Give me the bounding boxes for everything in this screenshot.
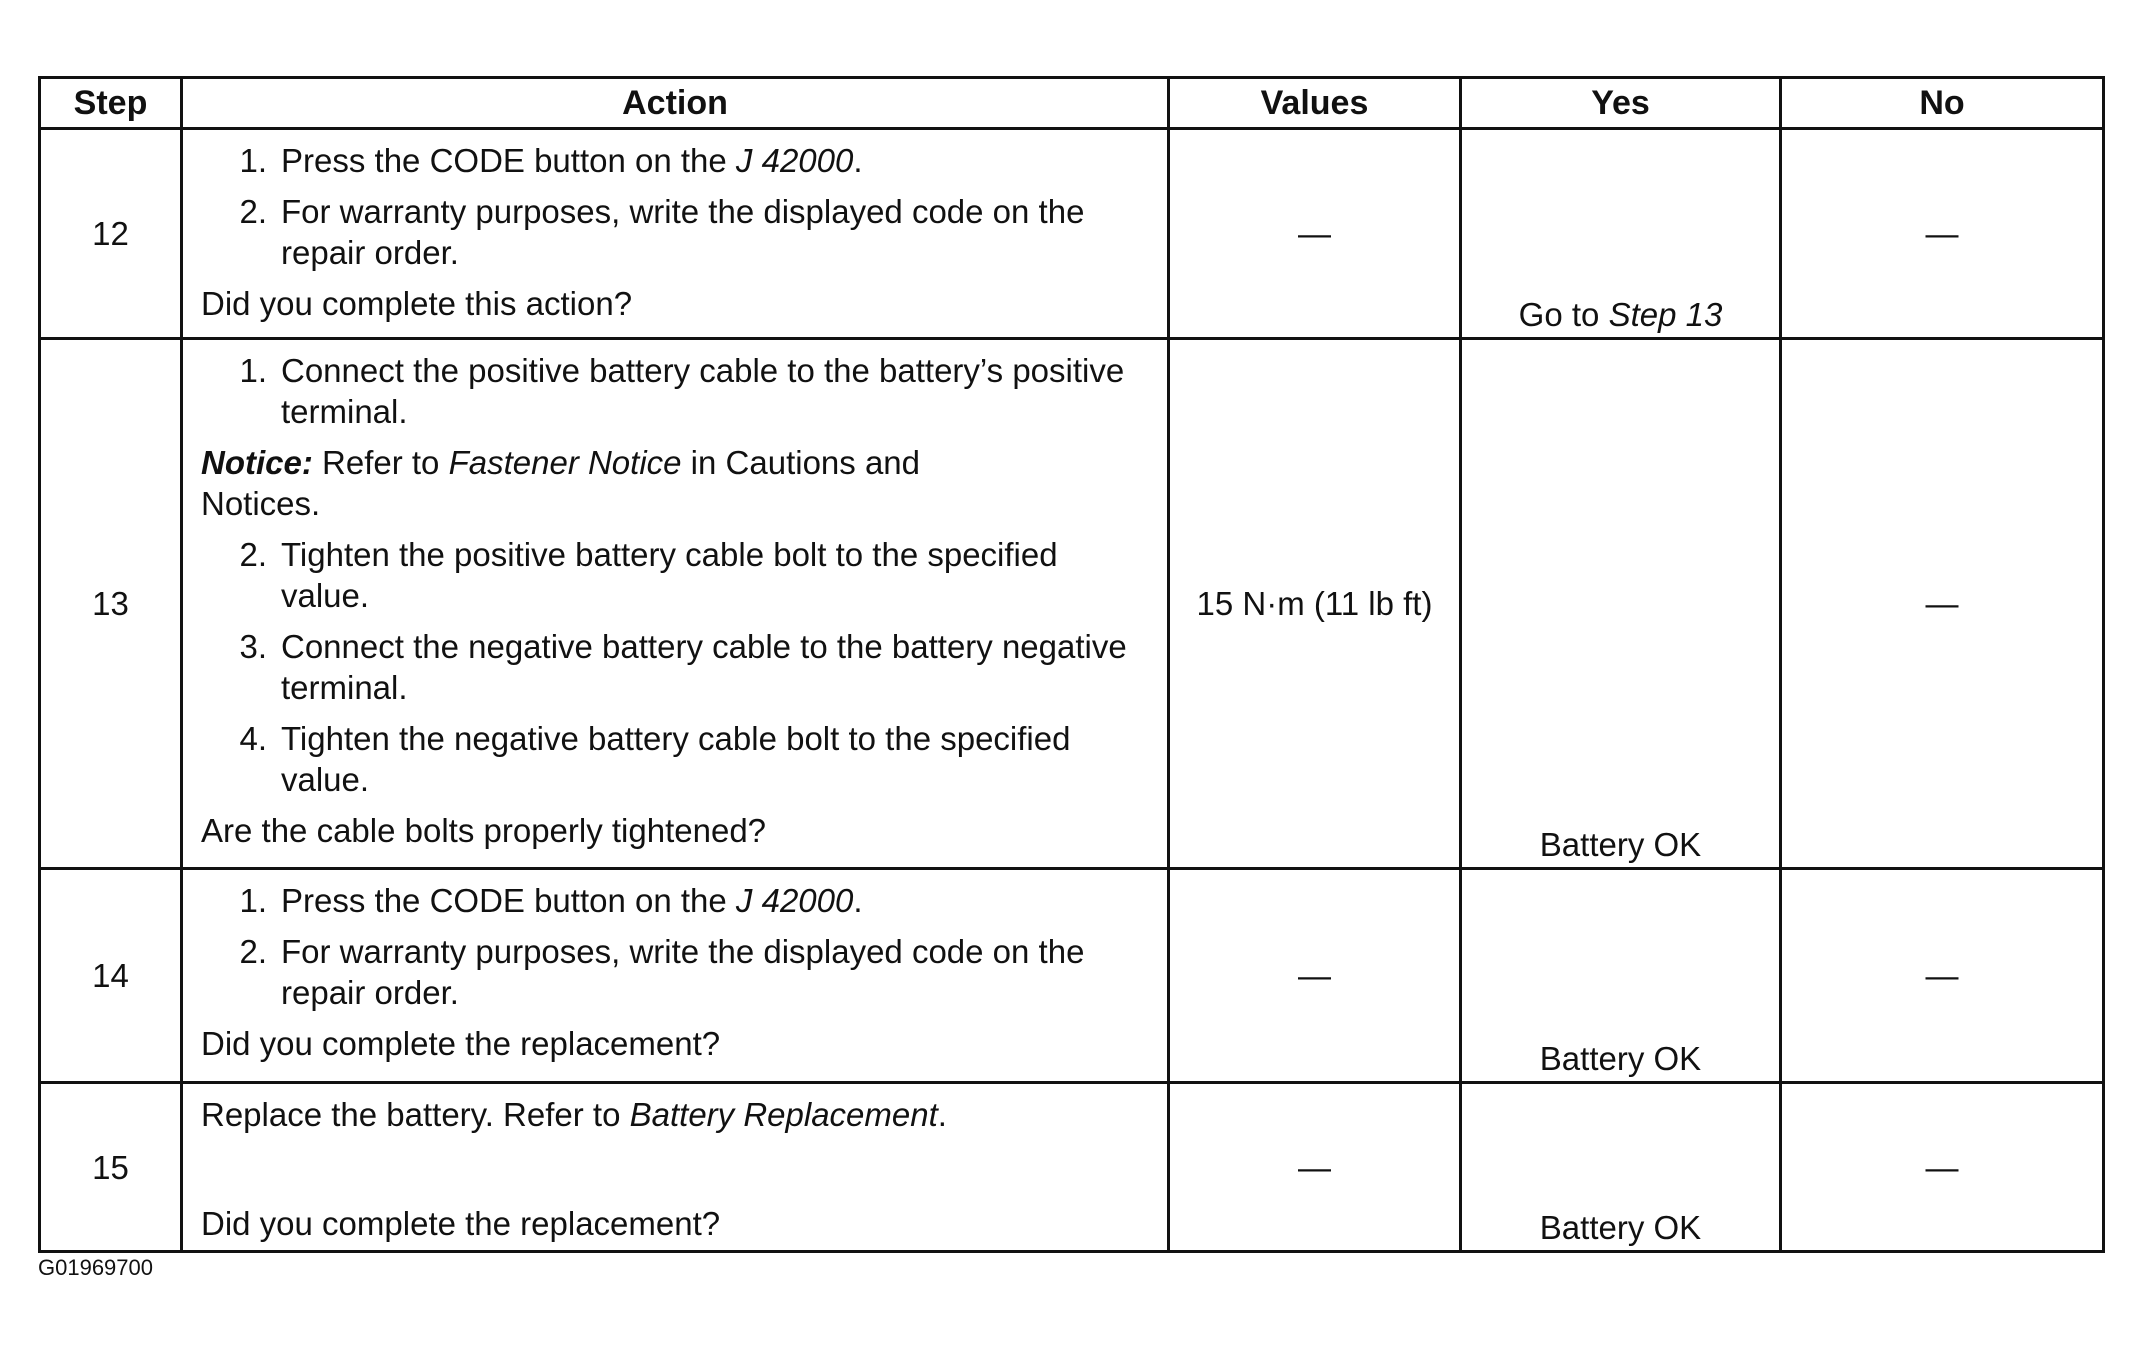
table-row-step-13: [40, 339, 2104, 869]
step-number: 14: [40, 869, 182, 1083]
action-question: Are the cable bolts properly tightened?: [201, 812, 767, 849]
value-cell: —: [1169, 129, 1461, 339]
action-cell: [182, 129, 1169, 339]
yes-cell: Battery OK: [1461, 869, 1781, 1083]
value-cell: —: [1169, 869, 1461, 1083]
diagnostic-table-container: [38, 76, 2102, 1253]
step-number: 13: [40, 339, 182, 869]
yes-cell: Battery OK: [1461, 339, 1781, 869]
action-step: 1. Press the CODE button on the J 42000.: [239, 882, 863, 919]
action-step: 3. Connect the negative battery cable to the battery negative terminal.: [239, 628, 1127, 706]
no-cell: —: [1781, 869, 2104, 1083]
header-step: Step: [40, 78, 182, 129]
header-yes: Yes: [1461, 78, 1781, 129]
spacer: [201, 1135, 1153, 1203]
step-number: 12: [40, 129, 182, 339]
action-cell: [182, 1083, 1169, 1252]
action-step: 1. Press the CODE button on the J 42000.: [239, 142, 863, 179]
action-question: Did you complete the replacement?: [201, 1025, 721, 1062]
header-action: Action: [182, 78, 1169, 129]
yes-cell: Battery OK: [1461, 1083, 1781, 1252]
table-row-step-15: [40, 1083, 2104, 1252]
action-cell: [182, 869, 1169, 1083]
value-cell: —: [1169, 1083, 1461, 1252]
action-step: 2. Tighten the positive battery cable bolt to the specified value.: [239, 536, 1058, 614]
action-step: 2. For warranty purposes, write the displayed code on the repair order.: [239, 193, 1085, 271]
no-cell: —: [1781, 1083, 2104, 1252]
figure-id: G01969700: [38, 1255, 153, 1280]
value-cell: 15 N·m (11 lb ft): [1169, 339, 1461, 869]
table-row-step-14: [40, 869, 2104, 1083]
action-question: Did you complete the replacement?: [201, 1205, 721, 1242]
header-no: No: [1781, 78, 2104, 129]
no-cell: —: [1781, 339, 2104, 869]
action-question: Did you complete this action?: [201, 285, 633, 322]
action-steps: [201, 350, 1153, 432]
action-steps: [201, 880, 1153, 1013]
action-steps: [201, 140, 1153, 273]
action-step: 1. Connect the positive battery cable to the battery’s positive terminal.: [239, 352, 1125, 430]
notice-text: Notice: Refer to Fastener Notice in Cautions and Notices.: [201, 444, 921, 522]
header-values: Values: [1169, 78, 1461, 129]
action-cell: [182, 339, 1169, 869]
diagnostic-table: [38, 76, 2105, 1253]
action-step: 2. For warranty purposes, write the displayed code on the repair order.: [239, 933, 1085, 1011]
action-steps: [201, 534, 1153, 800]
action-instruction: Replace the battery. Refer to Battery Replacement.: [201, 1096, 947, 1133]
header-row: [40, 78, 2104, 129]
table-row-step-12: [40, 129, 2104, 339]
step-number: 15: [40, 1083, 182, 1252]
action-step: 4. Tighten the negative battery cable bolt to the specified value.: [239, 720, 1071, 798]
no-cell: —: [1781, 129, 2104, 339]
yes-cell: Go to Step 13: [1461, 129, 1781, 339]
